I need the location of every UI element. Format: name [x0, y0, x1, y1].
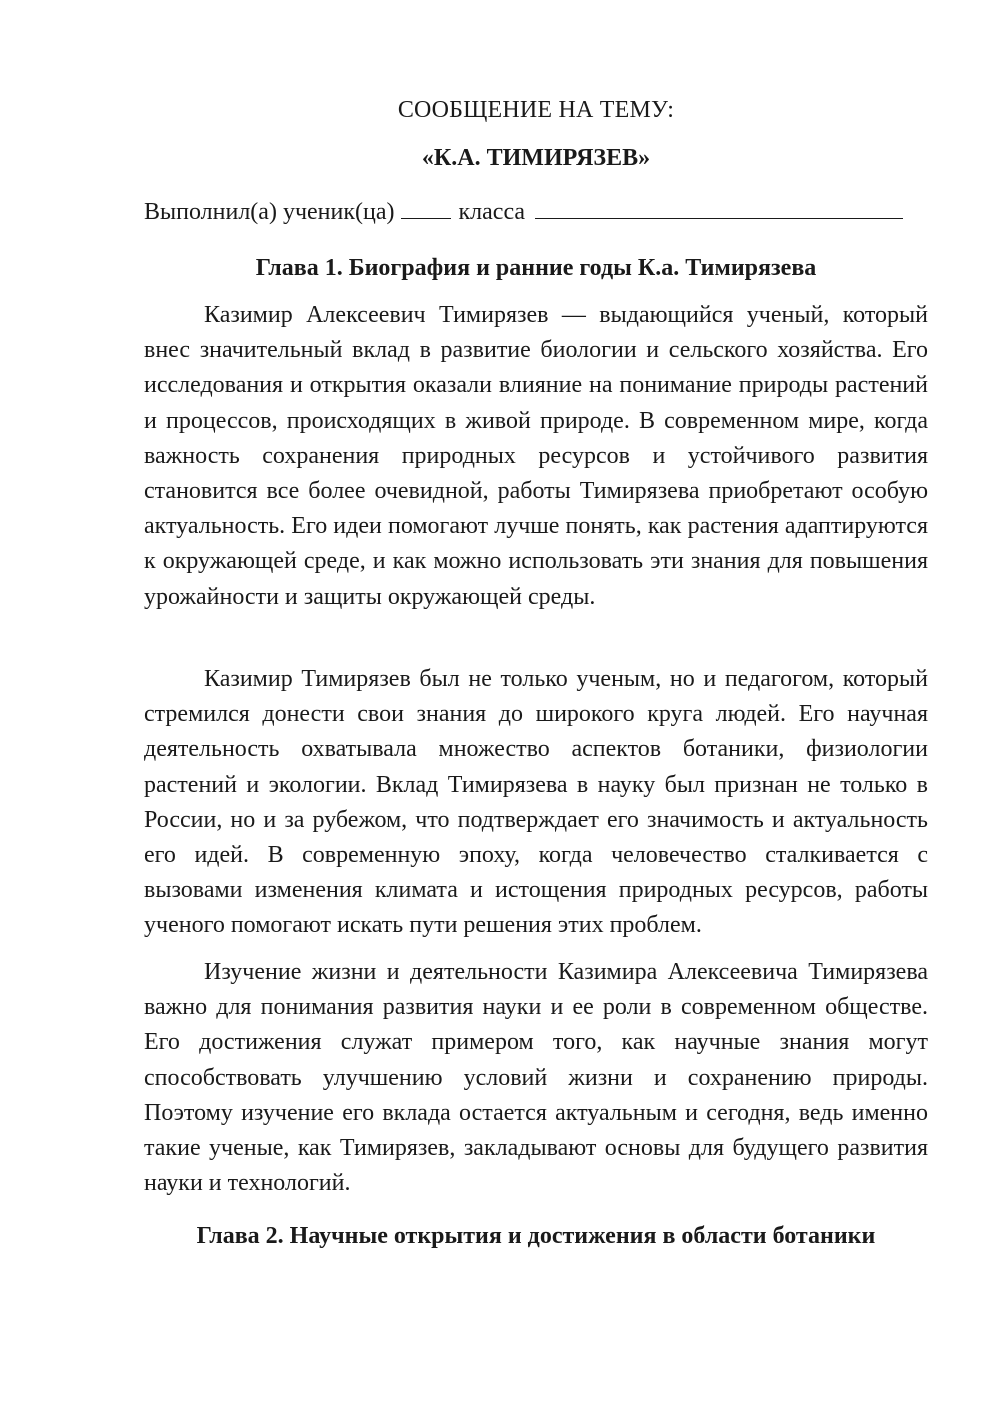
document-subtitle: «К.А. ТИМИРЯЗЕВ»: [421, 145, 651, 171]
document-title: СООБЩЕНИЕ НА ТЕМУ:: [397, 97, 675, 123]
document-page: [144, 0, 928, 1414]
chapter-1-paragraph-2: Казимир Тимирязев был не только ученым, но и педагогом, который стремился донести свои знания до широкого круга людей. Его научная деятельность охватывала множество аспектов ботаники, физиологии растений и экологии. Вклад Тимирязева в науку был признан не только в России, но и за рубежом, что подтверждает его значимость и актуальность его идей. В современную эпоху, когда человечество сталкивается с вызовами изменения климата и истощения природных ресурсов, работы ученого помогают искать пути решения этих проблем.: [144, 666, 928, 939]
student-name-blank: [535, 196, 903, 219]
performer-class-label: класса: [458, 199, 526, 225]
chapter-1-paragraph-3: Изучение жизни и деятельности Казимира Алексеевича Тимирязева важно для понимания развития науки и ее роли в современном обществе. Его достижения служат примером того, как научные знания могут способствовать улучшению условий жизни и сохранению природы. Поэтому изучение его вклада остается актуальным и сегодня, ведь именно такие ученые, как Тимирязев, закладывают основы для будущего развития науки и технологий.: [144, 959, 928, 1197]
chapter-1-heading: Глава 1. Биография и ранние годы К.а. Тимирязева: [255, 255, 817, 281]
class-number-blank: [401, 196, 451, 219]
chapter-2-heading: Глава 2. Научные открытия и достижения в области ботаники: [196, 1223, 876, 1249]
performer-line: [144, 196, 928, 228]
chapter-1-paragraph-1: Казимир Алексеевич Тимирязев — выдающийся ученый, который внес значительный вклад в развитие биологии и сельского хозяйства. Его исследования и открытия оказали влияние на понимание природы растений и процессов, происходящих в живой природе. В современном мире, когда важность сохранения природных ресурсов и устойчивого развития становится все более очевидной, работы Тимирязева приобретают особую актуальность. Его идеи помогают лучше понять, как растения адаптируются к окружающей среде, и как можно использовать эти знания для повышения урожайности и защиты окружающей среды.: [144, 302, 928, 610]
performer-student-label: Выполнил(а) ученик(ца): [144, 199, 395, 225]
